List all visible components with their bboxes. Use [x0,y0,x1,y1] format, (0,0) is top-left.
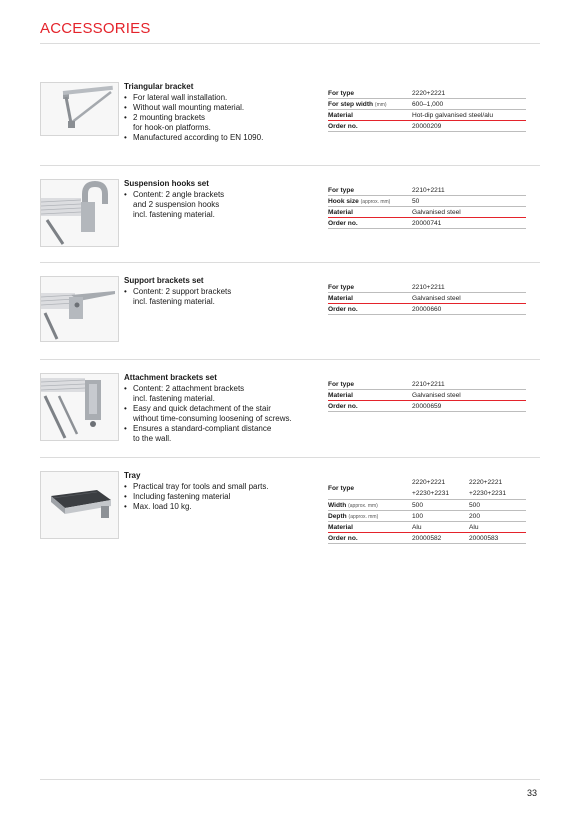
spec-row [328,282,526,293]
spec-value: Alu [412,522,469,533]
spec-value: 200 [469,511,526,522]
spec-value: 50 [412,196,526,207]
spec-label: Width (approx. mm) [328,500,412,511]
bullet: • Including fastening material [124,492,314,502]
spec-row [328,99,526,110]
spec-value: 2210+2211 [412,282,526,293]
spec-row [328,196,526,207]
spec-label: Material [328,293,412,304]
product-description [124,471,314,512]
spec-value: 20000659 [412,401,526,412]
spec-row [328,533,526,544]
product-description [124,82,314,143]
spec-label: Material [328,207,412,218]
section-divider [40,457,540,458]
spec-label: For type [328,477,412,500]
bullet-text: Easy and quick detachment of the stair [133,404,271,413]
bullet: • Practical tray for tools and small parts. [124,482,314,492]
spec-row [328,500,526,511]
spec-row [328,207,526,218]
section-divider [40,262,540,263]
spec-value: 500 [412,500,469,511]
bullet-text-cont: incl. fastening material. [133,210,215,219]
bullet-text: Content: 2 attachment brackets [133,384,245,393]
bullet-text: Content: 2 angle brackets [133,190,225,199]
spec-value: Hot-dip galvanised steel/alu [412,110,526,121]
bullet [124,404,314,424]
bullet-text-cont: incl. fastening material. [133,297,215,306]
spec-value: 20000582 [412,533,469,544]
spec-label: Material [328,390,412,401]
bullet-text-cont: without time-consuming loosening of screws. [133,414,292,423]
spec-row [328,88,526,99]
bullet: • Without wall mounting material. [124,103,314,113]
footer-divider [40,779,540,780]
bullet [124,424,314,444]
page-number: 33 [527,788,538,798]
spec-label: For step width (mm) [328,99,412,110]
spec-value: 100 [412,511,469,522]
bullet-text-cont: and 2 suspension hooks [133,200,220,209]
bullet-text: Ensures a standard-compliant distance [133,424,272,433]
triangular-bracket-image [40,82,119,136]
spec-row [328,218,526,229]
spec-label: Material [328,110,412,121]
spec-label: Depth (approx. mm) [328,511,412,522]
spec-label: For type [328,379,412,390]
section-divider [40,165,540,166]
spec-row [328,401,526,412]
title-divider [40,43,540,44]
spec-value: 20000209 [412,121,526,132]
bullet: • Manufactured according to EN 1090. [124,133,314,143]
spec-row [328,293,526,304]
bullet-text-cont: incl. fastening material. [133,394,215,403]
product-title: Triangular bracket [124,82,194,91]
bullet-text: 2 mounting brackets [133,113,206,122]
product-description [124,276,314,307]
spec-value: 2220+2221 +2230+2231 [412,477,469,500]
spec-label: Material [328,522,412,533]
spec-label: Order no. [328,121,412,132]
spec-value: Galvanised steel [412,207,526,218]
page-title: ACCESSORIES [40,20,151,37]
spec-value: Galvanised steel [412,293,526,304]
suspension-hooks-image [40,179,119,247]
tray-image [40,471,119,539]
spec-label: For type [328,185,412,196]
bullet [124,287,314,307]
product-title: Support brackets set [124,276,204,285]
spec-value: Galvanised steel [412,390,526,401]
bullet [124,113,314,133]
bullet [124,190,314,220]
spec-row [328,110,526,121]
spec-table [328,282,526,315]
spec-row [328,304,526,315]
section-divider [40,359,540,360]
spec-row [328,477,526,500]
spec-value: 20000583 [469,533,526,544]
spec-row [328,379,526,390]
spec-table [328,477,526,544]
spec-label: For type [328,88,412,99]
product-title: Attachment brackets set [124,373,217,382]
spec-label: Order no. [328,304,412,315]
spec-value: 2220+2221 +2230+2231 [469,477,526,500]
spec-label: Order no. [328,533,412,544]
spec-row [328,390,526,401]
spec-row [328,522,526,533]
bullet-text-cont: for hook-on platforms. [133,123,211,132]
spec-table [328,185,526,229]
spec-value: 600–1,000 [412,99,526,110]
spec-label: For type [328,282,412,293]
spec-row [328,511,526,522]
spec-table [328,88,526,132]
bullet: • For lateral wall installation. [124,93,314,103]
spec-value: 500 [469,500,526,511]
spec-value: 20000741 [412,218,526,229]
spec-row [328,121,526,132]
bullet-text: Content: 2 support brackets [133,287,232,296]
product-description [124,373,314,444]
attachment-brackets-image [40,373,119,441]
spec-label: Order no. [328,401,412,412]
spec-label: Hook size (approx. mm) [328,196,412,207]
spec-value: 20000660 [412,304,526,315]
spec-table [328,379,526,412]
spec-value: 2220+2221 [412,88,526,99]
spec-label: Order no. [328,218,412,229]
spec-value: 2210+2211 [412,185,526,196]
product-description [124,179,314,220]
spec-value: Alu [469,522,526,533]
bullet: • Max. load 10 kg. [124,502,314,512]
spec-value: 2210+2211 [412,379,526,390]
bullet-text-cont: to the wall. [133,434,172,443]
product-title: Tray [124,471,141,480]
support-brackets-image [40,276,119,342]
product-title: Suspension hooks set [124,179,209,188]
bullet [124,384,314,404]
spec-row [328,185,526,196]
